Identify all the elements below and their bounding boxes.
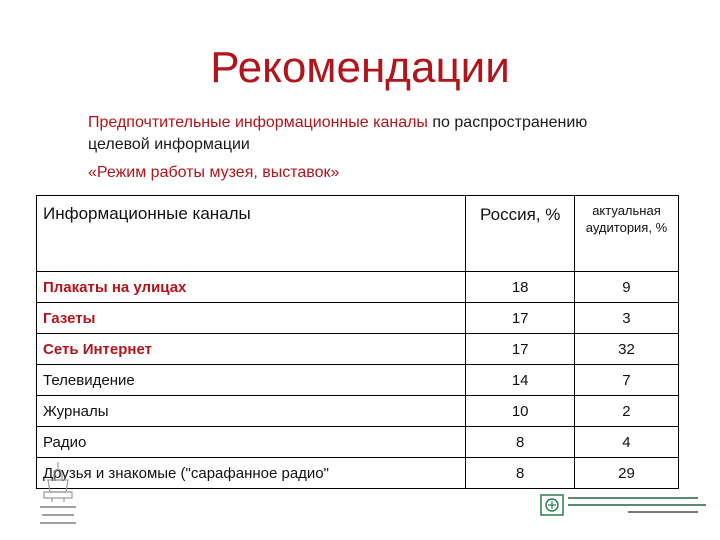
audience-cell: 29 (574, 458, 678, 489)
table-row (37, 396, 679, 427)
page-title: Рекомендации (210, 43, 510, 92)
audience-cell: 32 (574, 334, 678, 365)
audience-cell: 2 (574, 396, 678, 427)
russia-cell: 8 (466, 427, 575, 458)
channel-cell: Друзья и знакомые ("сарафанное радио" (37, 458, 466, 489)
subtitle-highlight: Предпочтительные информационные каналы (88, 114, 428, 131)
table-header-row (37, 196, 679, 272)
partner-logo-icon (540, 494, 564, 516)
header-russia: Россия, % (466, 196, 575, 272)
subtitle (88, 112, 648, 184)
table-row (37, 303, 679, 334)
russia-cell: 17 (466, 303, 575, 334)
channel-cell: Радио (37, 427, 466, 458)
russia-cell: 17 (466, 334, 575, 365)
channel-cell: Плакаты на улицах (37, 272, 466, 303)
russia-cell: 8 (466, 458, 575, 489)
russia-cell: 18 (466, 272, 575, 303)
table-row (37, 458, 679, 489)
partner-logo-wordmark (568, 494, 708, 518)
table-row (37, 365, 679, 396)
audience-cell: 4 (574, 427, 678, 458)
audience-cell: 3 (574, 303, 678, 334)
channel-cell: Журналы (37, 396, 466, 427)
channels-table (36, 195, 679, 489)
audience-cell: 9 (574, 272, 678, 303)
audience-cell: 7 (574, 365, 678, 396)
header-audience: актуальная аудитория, % (574, 196, 678, 272)
channel-cell: Сеть Интернет (37, 334, 466, 365)
subtitle-text: по распространению целевой информации (88, 114, 588, 153)
museum-kremlin-logo-icon (30, 458, 86, 536)
channel-cell: Газеты (37, 303, 466, 334)
russia-cell: 14 (466, 365, 575, 396)
table-row (37, 427, 679, 458)
russia-cell: 10 (466, 396, 575, 427)
channel-cell: Телевидение (37, 365, 466, 396)
table-row (37, 334, 679, 365)
subtitle-topic: «Режим работы музея, выставок» (88, 164, 340, 181)
header-channels: Информационные каналы (37, 196, 466, 272)
table-row (37, 272, 679, 303)
